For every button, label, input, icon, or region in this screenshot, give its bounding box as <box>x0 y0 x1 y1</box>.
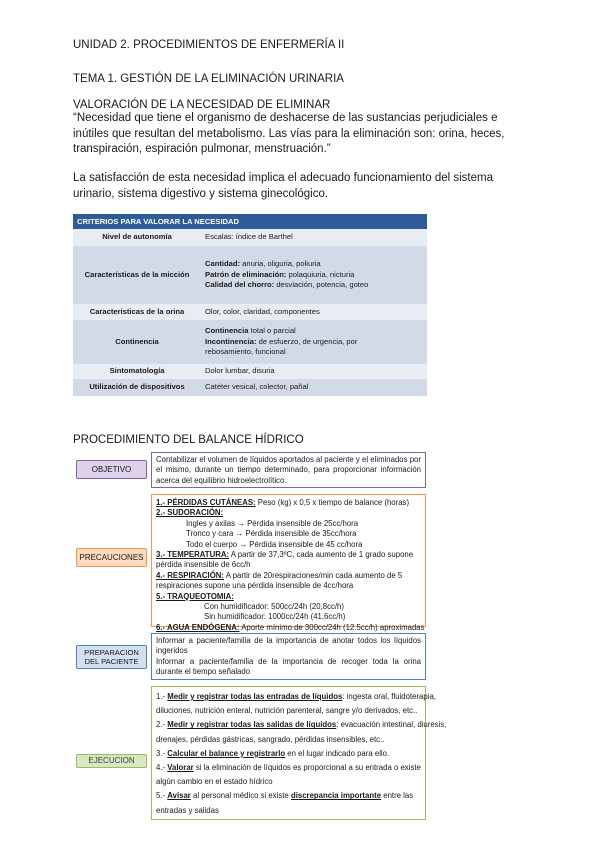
ejecucion-line <box>156 747 421 761</box>
ejecucion-step-heading: Medir y registrar todas las salidas de líquidos <box>167 720 337 730</box>
precaucion-text: Sin humidificador: 1000cc/24h (41,6cc/h) <box>204 612 346 622</box>
precaucion-text: respiraciones supone una pérdida insensible de 4cc/hora <box>156 581 354 591</box>
criteria-line-text: Dolor lumbar, disuria <box>205 366 275 376</box>
ejecucion-step-heading: Valorar <box>167 763 194 773</box>
precaucion-heading: 5.- TRAQUEOTOMIA: <box>156 591 234 601</box>
ejecucion-step-text: : ingesta oral, fluidoterapia, <box>342 692 436 701</box>
criteria-line <box>205 259 423 270</box>
definition-paragraph: “Necesidad que tiene el organismo de deshacerse de las sustancias perjudiciales e inútiles que resultan del metabolismo. Las vías para la eliminación son: orina, heces, transpiración, espiración pulmonar, menstruación.” <box>73 112 505 155</box>
precaucion-heading: 2.- SUDORACIÓN: <box>156 508 224 518</box>
ejecucion-step-text: entradas y salidas <box>156 805 219 815</box>
ejecucion-step-text: diluciones, nutrición enteral, nutrición parenteral, sangre y/o derivados, etc.. <box>156 706 418 716</box>
criteria-line <box>205 280 423 291</box>
objetivo-box <box>151 452 426 488</box>
ejecucion-step-text: al personal médico si existe <box>190 791 291 801</box>
ejecucion-step-text: algún cambio en el estado hídrico <box>156 777 273 787</box>
precaucion-heading: 3.- TEMPERATURA: <box>156 550 230 560</box>
objetivo-label: OBJETIVO <box>76 460 147 479</box>
criteria-label: Características de la micción <box>73 246 201 304</box>
ejecucion-line <box>156 789 421 803</box>
precaucion-text: Ingles y axilas → Pérdida insensible de 25cc/hora <box>186 518 359 528</box>
criteria-line-text: rebosamiento, funcional <box>205 347 286 357</box>
criteria-line-text: Olor, color, claridad, componentes <box>205 306 320 316</box>
precaucion-text: pérdida insensible de 6cc/h <box>156 560 251 570</box>
ejecucion-step-number: 3.- <box>156 748 168 758</box>
precauciones-label: PRECAUCIONES <box>76 548 147 567</box>
ejecucion-line <box>156 718 447 732</box>
criteria-label: Sintomatología <box>73 364 201 379</box>
ejecucion-line <box>156 733 421 747</box>
precaucion-line <box>156 560 421 570</box>
ejecucion-step-heading: Calcular el balance y registrarlo <box>167 748 286 758</box>
unit-title: UNIDAD 2. PROCEDIMIENTOS DE ENFERMERÍA II <box>73 39 345 51</box>
preparacion-line: Informar a paciente/familia de la importancia de recoger toda la orina durante el tiempo señalado <box>156 656 421 677</box>
criteria-row <box>73 379 427 396</box>
ejecucion-step-text: drenajes, pérdidas gástricas, sangrado, pérdidas insensibles, etc.. <box>156 734 385 744</box>
ejecucion-step-text: en el lugar indicado para ello. <box>285 748 390 758</box>
precaucion-heading: 4.- RESPIRACIÓN: <box>156 570 225 580</box>
precaucion-text: A partir de 20respiraciones/min cada aumento de 5 <box>224 570 403 580</box>
precaucion-line <box>156 571 421 581</box>
ejecucion-step-heading: Medir y registrar todas las entradas de líquidos <box>167 692 343 701</box>
criteria-line-text: Catéter vesical, colector, pañal <box>205 382 309 392</box>
precaucion-line <box>156 498 421 508</box>
section-title: VALORACIÓN DE LA NECESIDAD DE ELIMINAR <box>73 99 331 111</box>
criteria-label: Características de la orina <box>73 304 201 320</box>
procedure-title: PROCEDIMIENTO DEL BALANCE HÍDRICO <box>73 434 304 446</box>
precaucion-line <box>156 540 421 550</box>
precaucion-line <box>156 508 421 518</box>
precaucion-text: Con humidificador: 500cc/24h (20,8cc/h) <box>204 602 344 612</box>
criteria-line <box>205 270 423 281</box>
criteria-line <box>205 232 423 243</box>
ejecucion-step-number: 5.- <box>156 791 168 801</box>
criteria-table <box>73 214 427 396</box>
criteria-label: Continencia <box>73 320 201 364</box>
criteria-line-text: anuria, oliguria, poliuria <box>240 259 321 269</box>
preparacion-label: PREPARACION DEL PACIENTE <box>76 645 147 669</box>
criteria-line-text: desviación, potencia, goteo <box>274 280 369 290</box>
criteria-table-header: CRITERIOS PARA VALORAR LA NECESIDAD <box>73 214 427 229</box>
ejecucion-step-text: si la eliminación de líquidos es proporcional a su entrada o existe <box>193 763 421 773</box>
criteria-row <box>73 229 427 246</box>
criteria-row <box>73 320 427 364</box>
topic-title: TEMA 1. GESTIÓN DE LA ELIMINACIÓN URINARIA <box>73 73 344 85</box>
criteria-value <box>201 304 427 320</box>
criteria-label: Utilización de dispositivos <box>73 379 201 396</box>
ejecucion-step-text: : evacuación intestinal, diuresis, <box>336 720 447 730</box>
ejecucion-discrepancy: discrepancia importante <box>290 791 382 801</box>
ejecucion-line <box>156 775 421 789</box>
objetivo-text: Contabilizar el volumen de líquidos aportados al paciente y el eliminados por el mismo, durante un tiempo determinado, para proporcionar información acerca del equilibrio hidroelectrolítico. <box>156 455 421 485</box>
criteria-row <box>73 246 427 304</box>
criteria-row <box>73 364 427 379</box>
ejecucion-line <box>156 690 436 704</box>
criteria-line <box>205 307 423 318</box>
precaucion-heading: 6.- AGUA ENDÓGENA: <box>156 622 240 632</box>
precaucion-line <box>156 612 421 622</box>
criteria-line-bold: Calidad del chorro: <box>205 280 275 290</box>
ejecucion-step-heading: Avisar <box>167 791 191 801</box>
ejecucion-label: EJECUCION <box>76 754 147 768</box>
precaucion-line <box>156 581 421 591</box>
ejecucion-step-number: 1.- <box>156 692 168 701</box>
criteria-line <box>205 337 423 348</box>
precaucion-text: Tronco y cara → Pérdida insensible de 35cc/hora <box>186 529 357 539</box>
preparacion-line: Informar a paciente/familia de la importancia de anotar todos los líquidos ingeridos <box>156 636 421 656</box>
precauciones-box <box>151 494 426 632</box>
precaucion-line <box>156 622 425 633</box>
ejecucion-box <box>151 686 447 820</box>
criteria-label: Nivel de autonomía <box>73 229 201 246</box>
precaucion-text: Aporte mínimo de 300cc/24h (12.5cc/h) aproximadas <box>239 622 425 632</box>
precaucion-line <box>156 550 421 560</box>
ejecucion-line <box>156 761 421 775</box>
precaucion-text: A partir de 37,3ºC, cada aumento de 1 grado supone <box>229 550 414 560</box>
precaucion-text: Todo el cuerpo → Pérdida insensible de 45 cc/hora <box>186 539 363 549</box>
criteria-line-text: polaquiuria, nicturia <box>286 269 355 279</box>
criteria-line-text: total o parcial <box>248 326 296 336</box>
precaucion-line <box>156 602 421 612</box>
criteria-line <box>205 366 423 377</box>
criteria-value <box>201 246 427 304</box>
criteria-line-bold: Continencia <box>205 326 249 336</box>
criteria-value <box>201 379 427 396</box>
criteria-line-bold: Patrón de eliminación: <box>205 269 287 279</box>
criteria-value <box>201 320 427 364</box>
ejecucion-step-number: 4.- <box>156 763 168 773</box>
ejecucion-step-number: 2.- <box>156 720 168 730</box>
criteria-line-bold: Incontinencia: <box>205 336 257 346</box>
criteria-line-text: de esfuerzo, de urgencia, por <box>256 336 358 346</box>
ejecucion-line <box>156 704 421 718</box>
criteria-line-bold: Cantidad: <box>205 259 241 269</box>
criteria-line <box>205 382 423 393</box>
satisfaction-paragraph: La satisfacción de esta necesidad implica el adecuado funcionamiento del sistema urinario, sistema digestivo y sistema ginecológico. <box>73 172 494 200</box>
ejecucion-discrepancy-tail: entre las <box>381 791 414 801</box>
precaucion-text: Peso (kg) x 0,5 x tiempo de balance (horas) <box>255 498 410 507</box>
precaucion-heading: 1.- PÉRDIDAS CUTÁNEAS: <box>156 498 256 507</box>
preparacion-box <box>151 633 426 680</box>
precaucion-line <box>156 519 421 529</box>
criteria-line-text: Escalas: índice de Barthel <box>205 232 293 242</box>
criteria-value <box>201 364 427 379</box>
precaucion-line <box>156 592 421 602</box>
criteria-row <box>73 304 427 320</box>
ejecucion-line <box>156 804 421 818</box>
criteria-value <box>201 229 427 246</box>
criteria-line <box>205 326 423 337</box>
criteria-line <box>205 347 423 358</box>
precaucion-line <box>156 529 421 539</box>
